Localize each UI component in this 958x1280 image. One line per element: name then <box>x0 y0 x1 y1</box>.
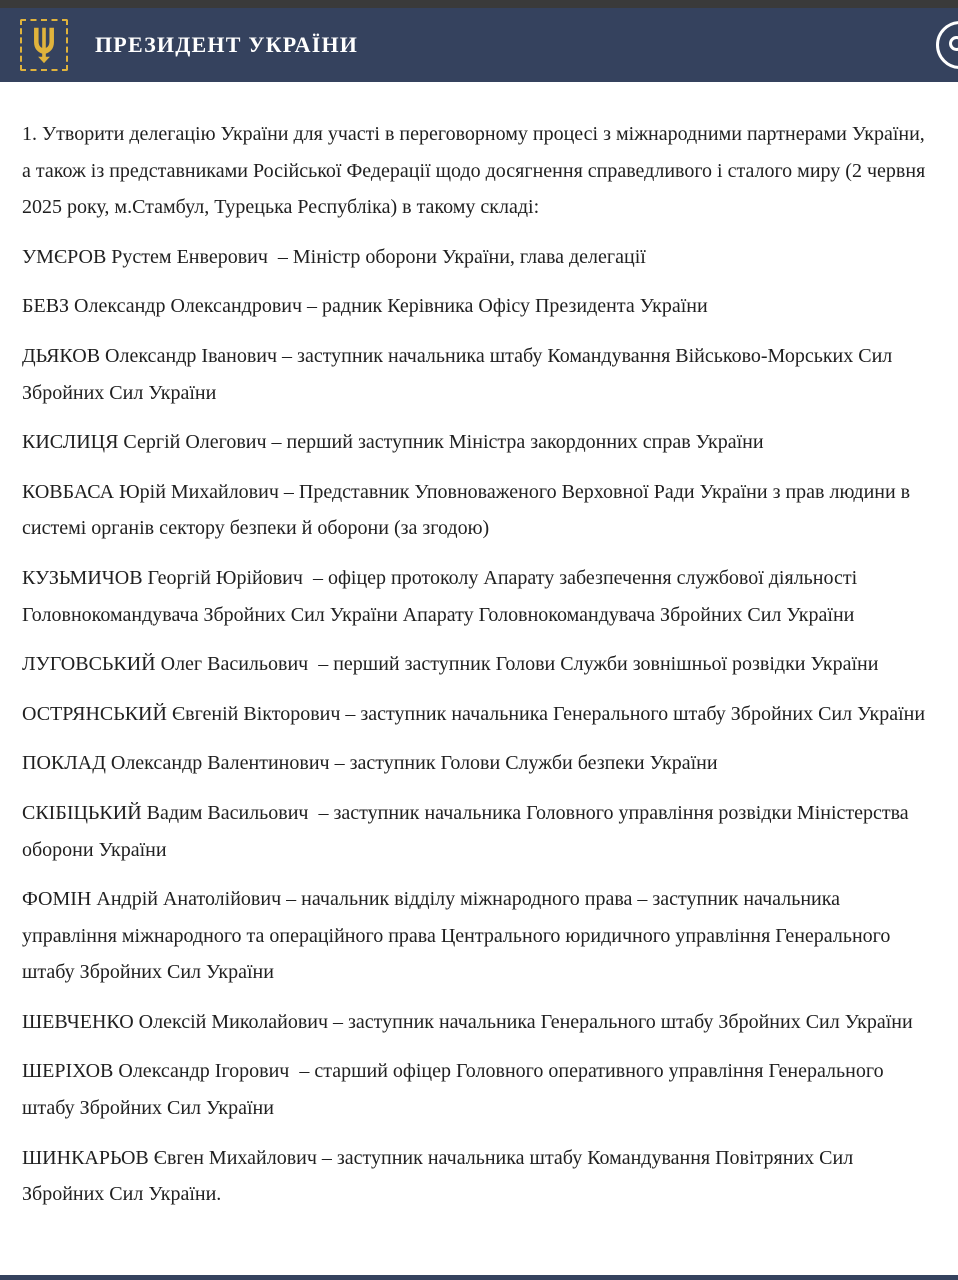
presidential-emblem[interactable] <box>20 19 68 71</box>
delegation-entry: ЛУГОВСЬКИЙ Олег Васильович – перший заступник Голови Служби зовнішньої розвідки України <box>22 653 879 676</box>
decree-intro-paragraph: 1. Утворити делегацію України для участі в переговорному процесі з міжнародними партнерами України, а також із представниками Російської Федерації щодо досягнення справедливого і сталого миру (2 червня 2025 року, м.Стамбул, Турецька Республіка) в такому складі: <box>22 123 931 219</box>
site-title: ПРЕЗИДЕНТ УКРАЇНИ <box>95 32 359 57</box>
site-header <box>0 8 958 82</box>
delegation-entry: ШИНКАРЬОВ Євген Михайлович – заступник начальника штабу Командування Повітряних Сил Збройних Сил України. <box>22 1146 859 1206</box>
delegation-entry: ШЕРІХОВ Олександр Ігорович – старший офіцер Головного оперативного управління Генерального штабу Збройних Сил України <box>22 1060 889 1120</box>
delegation-entry: КИСЛИЦЯ Сергій Олегович – перший заступник Міністра закордонних справ України <box>22 431 764 454</box>
delegation-entry: КУЗЬМИЧОВ Георгій Юрійович – офіцер протоколу Апарату забезпечення службової діяльності Головнокомандувача Збройних Сил України Апарату Головнокомандувача Збройних Сил України <box>22 566 863 626</box>
delegation-entry: КОВБАСА Юрій Михайлович – Представник Уповноваженого Верховної Ради України з прав людини в системі органів сектору безпеки й оборони (за згодою) <box>22 480 916 540</box>
search-icon <box>949 36 958 51</box>
delegation-entry: ОСТРЯНСЬКИЙ Євгеній Вікторович – заступник начальника Генерального штабу Збройних Сил України <box>22 702 926 725</box>
decree-text <box>0 82 958 1213</box>
delegation-entry: СКІБІЦЬКИЙ Вадим Васильович – заступник начальника Головного управління розвідки Міністерства оборони України <box>22 801 914 861</box>
delegation-entry: ДЬЯКОВ Олександр Іванович – заступник начальника штабу Командування Військово-Морських Сил Збройних Сил України <box>22 344 898 404</box>
delegation-entry: ПОКЛАД Олександр Валентинович – заступник Голови Служби безпеки України <box>22 752 718 775</box>
delegation-entry: ШЕВЧЕНКО Олексій Миколайович – заступник начальника Генерального штабу Збройних Сил України <box>22 1010 913 1033</box>
delegation-entry: БЕВЗ Олександр Олександрович – радник Керівника Офісу Президента України <box>22 295 708 318</box>
tryzub-trident-icon <box>29 26 59 64</box>
search-button[interactable] <box>936 21 958 69</box>
delegation-entry: УМЄРОВ Рустем Енверович – Міністр оборони України, глава делегації <box>22 245 646 268</box>
top-strip <box>0 0 958 8</box>
footer-strip <box>0 1275 958 1280</box>
delegation-entry: ФОМІН Андрій Анатолійович – начальник відділу міжнародного права – заступник начальника управління міжнародного та операційного права Центрального юридичного управління Генерального штабу Збройних Сил України <box>22 888 896 984</box>
